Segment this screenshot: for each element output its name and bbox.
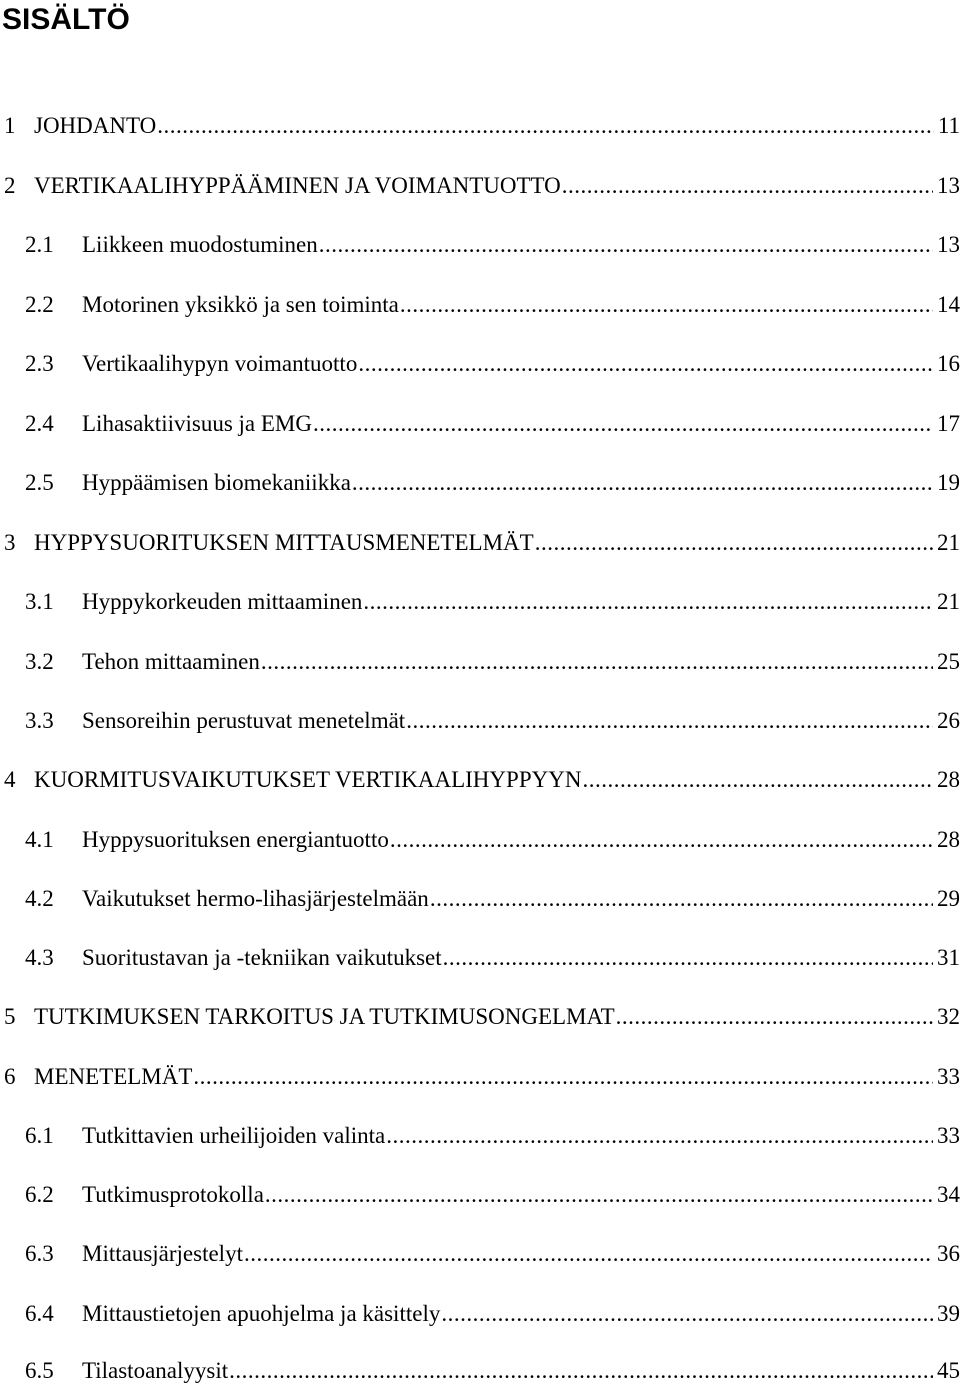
dot-leader [430, 883, 933, 915]
toc-entry-number: 2.3 [25, 351, 54, 376]
toc-entry-number: 1 [4, 113, 16, 138]
toc-entry-label: Suoritustavan ja -tekniikan vaikutukset [82, 945, 442, 970]
toc-entry-number: 6.5 [25, 1358, 54, 1383]
toc-entry[interactable] [0, 348, 960, 380]
toc-entry-page: 33 [937, 1123, 960, 1148]
toc-entry-page: 26 [937, 708, 960, 733]
toc-entry-page: 16 [937, 351, 960, 376]
toc-entry[interactable] [0, 705, 960, 737]
toc-entry-page: 36 [937, 1241, 960, 1266]
toc-entry-label: TUTKIMUKSEN TARKOITUS JA TUTKIMUSONGELMAT [34, 1004, 615, 1029]
toc-entry[interactable] [0, 408, 960, 440]
toc-entry-number: 6.2 [25, 1182, 54, 1207]
dot-leader [261, 646, 933, 678]
dot-leader [244, 1238, 933, 1270]
toc-entry-number: 6.1 [25, 1123, 54, 1148]
toc-entry-number: 6.3 [25, 1241, 54, 1266]
toc-entry[interactable] [0, 1001, 960, 1033]
toc-entry-number: 2.4 [25, 411, 54, 436]
page-title: SISÄLTÖ [2, 3, 130, 36]
toc-entry-label: Liikkeen muodostuminen [82, 232, 318, 257]
toc-entry-page: 25 [937, 649, 960, 674]
toc-entry-label: Hyppysuorituksen energiantuotto [82, 827, 389, 852]
toc-entry-number: 2.5 [25, 470, 54, 495]
toc-entry[interactable] [0, 467, 960, 499]
toc-entry-page: 29 [937, 886, 960, 911]
toc-entry-page: 21 [937, 530, 960, 555]
toc-entry-label: Hyppykorkeuden mittaaminen [82, 589, 363, 614]
toc-entry-label: Tutkimusprotokolla [82, 1182, 264, 1207]
toc-entry-label: Motorinen yksikkö ja sen toiminta [82, 292, 399, 317]
toc-entry-label: Tehon mittaaminen [82, 649, 260, 674]
toc-entry-page: 31 [937, 945, 960, 970]
toc-entry[interactable] [0, 289, 960, 321]
dot-leader [562, 170, 933, 202]
toc-entry-label: Mittaustietojen apuohjelma ja käsittely [82, 1301, 441, 1326]
toc-entry-page: 39 [937, 1301, 960, 1326]
toc-entry-page: 19 [937, 470, 960, 495]
toc-entry-label: Tutkittavien urheilijoiden valinta [82, 1123, 386, 1148]
toc-entry-label: JOHDANTO [34, 113, 157, 138]
toc-entry-label: Sensoreihin perustuvat menetelmät [82, 708, 406, 733]
toc-entry-page: 32 [937, 1004, 960, 1029]
toc-entry-number: 4 [4, 767, 16, 792]
toc-entry-number: 4.3 [25, 945, 54, 970]
toc-entry-page: 13 [937, 173, 960, 198]
toc-entry[interactable] [0, 1120, 960, 1152]
toc-entry[interactable] [0, 942, 960, 974]
toc-entry-number: 2.2 [25, 292, 54, 317]
toc-entry-page: 45 [937, 1358, 960, 1383]
toc-entry-label: Mittausjärjestelyt [82, 1241, 243, 1266]
dot-leader [358, 348, 933, 380]
dot-leader [400, 289, 933, 321]
dot-leader [313, 408, 933, 440]
toc-entry-label: MENETELMÄT [34, 1064, 193, 1089]
toc-entry-number: 4.1 [25, 827, 54, 852]
toc-entry[interactable] [0, 229, 960, 261]
toc-entry[interactable] [0, 586, 960, 618]
dot-leader [443, 942, 933, 974]
dot-leader [229, 1355, 933, 1387]
toc-entry[interactable] [0, 1179, 960, 1211]
toc-entry-page: 21 [937, 589, 960, 614]
toc-entry[interactable] [0, 646, 960, 678]
toc-entry-label: KUORMITUSVAIKUTUKSET VERTIKAALIHYPPYYN [34, 767, 582, 792]
toc-entry[interactable] [0, 527, 960, 559]
toc-entry[interactable] [0, 824, 960, 856]
toc-entry-page: 34 [937, 1182, 960, 1207]
toc-entry[interactable] [0, 883, 960, 915]
dot-leader [616, 1001, 933, 1033]
toc-entry-label: Lihasaktiivisuus ja EMG [82, 411, 312, 436]
toc-entry-number: 2.1 [25, 232, 54, 257]
toc-entry[interactable] [0, 110, 960, 142]
dot-leader [157, 110, 934, 142]
toc-entry[interactable] [0, 1238, 960, 1270]
toc-entry-label: VERTIKAALIHYPPÄÄMINEN JA VOIMANTUOTTO [34, 173, 561, 198]
toc-entry-label: HYPPYSUORITUKSEN MITTAUSMENETELMÄT [34, 530, 534, 555]
toc-entry-label: Tilastoanalyysit [82, 1358, 229, 1383]
toc-entry-number: 3 [4, 530, 16, 555]
dot-leader [386, 1120, 933, 1152]
toc-entry[interactable] [0, 764, 960, 796]
toc-entry-page: 28 [937, 827, 960, 852]
toc-entry-label: Vaikutukset hermo-lihasjärjestelmään [82, 886, 429, 911]
toc-entry-label: Hyppäämisen biomekaniikka [82, 470, 351, 495]
toc-entry[interactable] [0, 1355, 960, 1387]
dot-leader [193, 1061, 933, 1093]
toc-entry-number: 3.3 [25, 708, 54, 733]
dot-leader [441, 1298, 933, 1330]
dot-leader [582, 764, 933, 796]
toc-entry-page: 11 [937, 113, 960, 138]
toc-entry[interactable] [0, 1298, 960, 1330]
dot-leader [363, 586, 933, 618]
toc-entry-page: 33 [937, 1064, 960, 1089]
toc-entry-number: 6 [4, 1064, 16, 1089]
toc-entry-number: 3.1 [25, 589, 54, 614]
dot-leader [352, 467, 933, 499]
dot-leader [406, 705, 933, 737]
toc-entry-number: 4.2 [25, 886, 54, 911]
toc-entry-number: 2 [4, 173, 16, 198]
toc-entry-page: 14 [937, 292, 960, 317]
dot-leader [319, 229, 933, 261]
toc-entry-number: 5 [4, 1004, 16, 1029]
toc-entry[interactable] [0, 1061, 960, 1093]
toc-entry-label: Vertikaalihypyn voimantuotto [82, 351, 358, 376]
toc-entry-number: 3.2 [25, 649, 54, 674]
dot-leader [265, 1179, 933, 1211]
dot-leader [535, 527, 933, 559]
toc-entry-page: 13 [937, 232, 960, 257]
toc-entry[interactable] [0, 170, 960, 202]
toc-entry-number: 6.4 [25, 1301, 54, 1326]
toc-entry-page: 17 [937, 411, 960, 436]
dot-leader [390, 824, 933, 856]
toc-entry-page: 28 [937, 767, 960, 792]
